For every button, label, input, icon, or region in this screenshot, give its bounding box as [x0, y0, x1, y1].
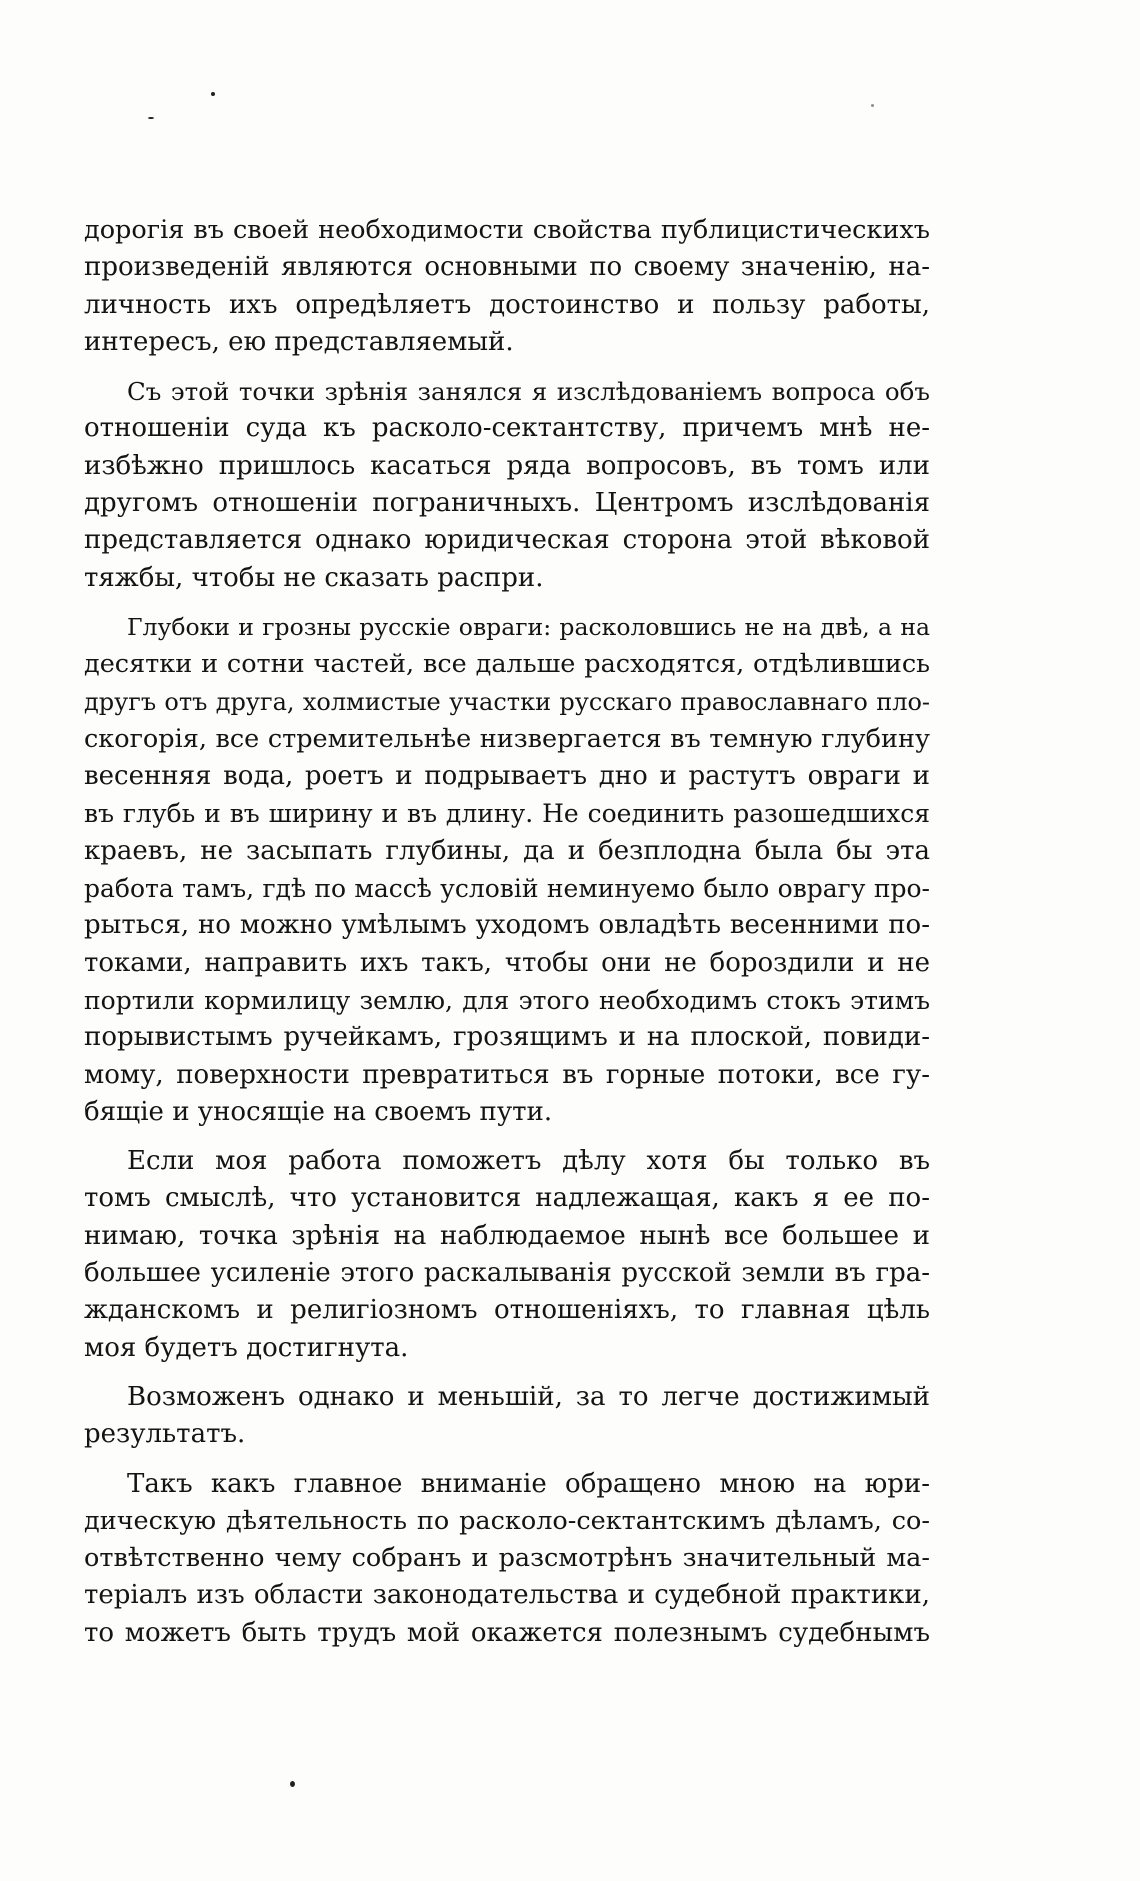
text-line: моя будетъ достигнута. [84, 1332, 409, 1363]
page-speck [211, 92, 215, 96]
text-line: отношеніи суда къ расколо-сектантству, причемъ мнѣ не- [84, 413, 930, 444]
text-line: рыться, но можно умѣлымъ уходомъ овладѣть весенними по- [84, 910, 930, 941]
text-line: нимаю, точка зрѣнія на наблюдаемое нынѣ все большее и [84, 1220, 930, 1251]
text-line: теріалъ изъ области законодательства и судебной практики, [84, 1580, 930, 1611]
paragraph [84, 1379, 930, 1454]
text-line: Если моя работа поможетъ дѣлу хотя бы только въ [127, 1146, 930, 1177]
text-line: краевъ, не засыпать глубины, да и безплодна была бы эта [84, 835, 930, 866]
paragraph [84, 609, 930, 1131]
text-line: то можетъ быть трудъ мой окажется полезнымъ судебнымъ [84, 1617, 930, 1648]
text-line: жданскомъ и религіозномъ отношеніяхъ, то главная цѣль [84, 1295, 930, 1326]
paragraph [84, 1466, 930, 1652]
text-line: дическую дѣятельность по расколо-сектантскимъ дѣламъ, со- [84, 1505, 930, 1536]
text-line: скогорія, все стремительнѣе низвергается въ темную глубину [84, 723, 930, 754]
text-line: тяжбы, чтобы не сказать распри. [84, 562, 544, 593]
text-line: Такъ какъ главное вниманіе обращено мною на юри- [127, 1468, 930, 1499]
text-line: отвѣтственно чему собранъ и разсмотрѣнъ значительный ма- [84, 1543, 930, 1574]
text-line: томъ смыслѣ, что установится надлежащая, какъ я ее по- [84, 1183, 930, 1214]
text-line: интересъ, ею представляемый. [84, 326, 514, 357]
text-line: десятки и сотни частей, все дальше расходятся, отдѣлившись [84, 649, 930, 680]
text-line: весенняя вода, роетъ и подрываетъ дно и растутъ овраги и [84, 761, 930, 792]
text-line: въ глубь и въ ширину и въ длину. Не соединить разошедшихся [84, 799, 930, 829]
paragraph [84, 212, 930, 361]
paragraph [84, 1143, 930, 1367]
text-line: большее усиленіе этого раскалыванія русской земли въ гра- [84, 1258, 930, 1289]
body-text [84, 212, 930, 1664]
text-line: бящіе и уносящіе на своемъ пути. [84, 1096, 553, 1127]
page-speck [871, 104, 874, 107]
text-line: другъ отъ друга, холмистые участки русскаго православнаго пло- [84, 687, 930, 716]
text-line: Глубоки и грозны русскіе овраги: расколовшись не на двѣ, а на [127, 612, 930, 641]
text-line: Съ этой точки зрѣнія занялся я изслѣдованіемъ вопроса объ [127, 377, 930, 407]
text-line: результатъ. [84, 1419, 246, 1450]
text-line: работа тамъ, гдѣ по массѣ условій неминуемо было оврагу про- [84, 874, 930, 904]
paragraph [84, 373, 930, 597]
text-line: избѣжно пришлось касаться ряда вопросовъ, въ томъ или [84, 450, 930, 481]
text-line: Возможенъ однако и меньшій, за то легче достижимый [127, 1381, 930, 1412]
text-line: личность ихъ опредѣляетъ достоинство и пользу работы, [84, 289, 930, 320]
text-line: токами, направить ихъ такъ, чтобы они не бороздили и не [84, 947, 930, 978]
text-line: порывистымъ ручейкамъ, грозящимъ и на плоской, повиди- [84, 1022, 930, 1053]
text-line: мому, поверхности превратиться въ горные потоки, все гу- [84, 1059, 930, 1090]
text-line: дорогія въ своей необходимости свойства публицистическихъ [84, 215, 930, 245]
text-line: произведеній являются основными по своему значенію, на- [84, 252, 930, 283]
text-line: представляется однако юридическая сторона этой вѣковой [84, 525, 930, 556]
page-speck [290, 1781, 295, 1787]
page-speck [148, 117, 154, 119]
text-line: портили кормилицу землю, для этого необходимъ стокъ этимъ [84, 985, 930, 1015]
text-line: другомъ отношеніи пограничныхъ. Центромъ изслѣдованія [84, 488, 930, 519]
